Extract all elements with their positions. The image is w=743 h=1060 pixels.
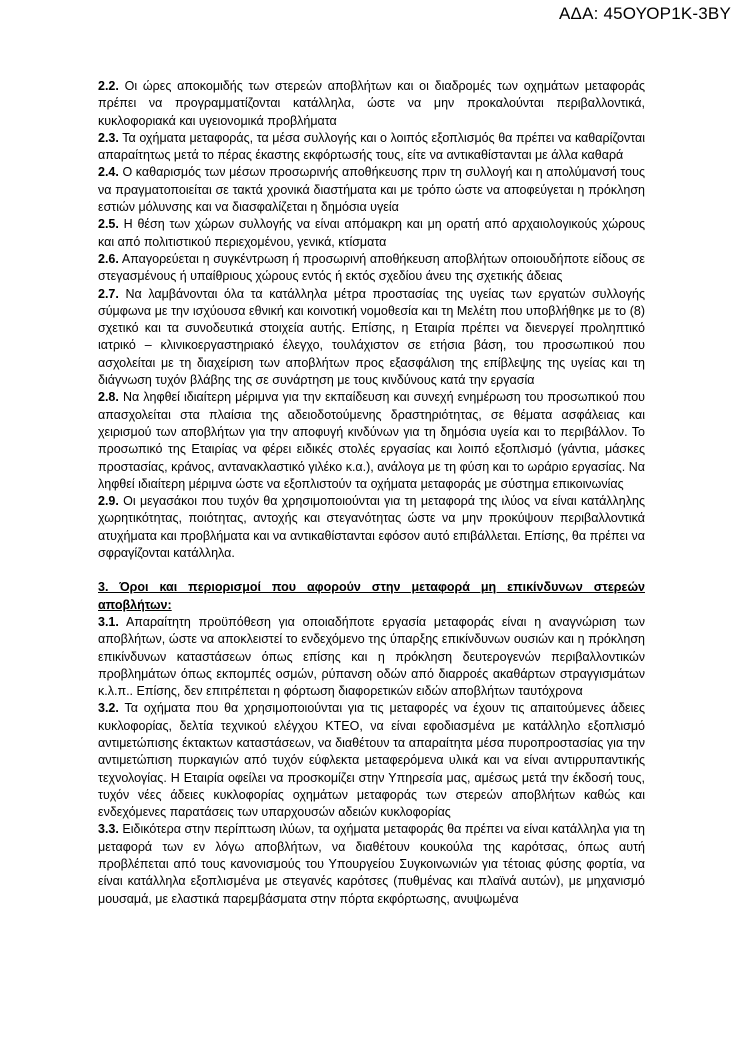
paragraph-text: Να ληφθεί ιδιαίτερη μέριμνα για την εκπαίδευση και συνεχή ενημέρωση του προσωπικού που απασχολείται στα πλαίσια της αδειοδοτούμενης δραστηριότητας, σε θέματα ασφάλειας και χειρισμού των αποβλήτων για την αποφυγή κινδύνων για τη δημόσια υγεία και το περιβάλλον. Το προσωπικό της Εταιρίας να φέρει ειδικές στολές εργασίας και λοιπό εξοπλισμό (γάντια, μάσκες προστασίας, κράνος, αντανακλαστικό γιλέκο κ.α.), ανάλογα με τη φύση και το ωράριο εργασίας. Να ληφθεί ιδιαίτερη μέριμνα ώστε να εξοπλιστούν τα οχήματα μεταφοράς με σύστημα επικοινωνίας bbox=[98, 390, 645, 491]
paragraph-2-3 bbox=[98, 130, 645, 165]
paragraph-number: 2.4. bbox=[98, 165, 119, 180]
paragraph-number: 2.8. bbox=[98, 390, 119, 405]
paragraph-text: Ο καθαρισμός των μέσων προσωρινής αποθήκευσης πριν τη συλλογή και η απολύμανσή τους να πραγματοποιείται σε τακτά χρονικά διαστήματα και με τρόπο ώστε να αποφεύγεται η πρόκληση εστιών μόλυνσης και να διασφαλίζεται η δημόσια υγεία bbox=[98, 165, 645, 215]
paragraph-3-2 bbox=[98, 700, 645, 821]
section-2-paragraphs bbox=[98, 78, 645, 562]
paragraph-text: Ειδικότερα στην περίπτωση ιλύων, τα οχήματα μεταφοράς θα πρέπει να είναι κατάλληλα για τη μεταφορά των εν λόγω αποβλήτων, να διαθέτουν κουκούλα της καρότσας, όπως αυτή προβλέπεται από τους κανονισμούς του Υπουργείου Συγκοινωνιών για τέτοιας φύσης φορτία, να είναι κατάλληλα εξοπλισμένα με στεγανές καρότσες (πυθμένας και πλαϊνά αυτών), με μηχανισμό μουσαμά, με ελαστικά παρεμβάσματα στην πόρτα εκφόρτωσης, ανυψωμένα bbox=[98, 822, 645, 906]
paragraph-number: 2.9. bbox=[98, 494, 119, 509]
paragraph-text: Απαραίτητη προϋπόθεση για οποιαδήποτε εργασία μεταφοράς είναι η αναγνώριση των αποβλήτων, ώστε να αποκλειστεί το ενδεχόμενο της ύπαρξης επικίνδυνων ουσιών και η πρόκληση επικίνδυνων καταστάσεων όπως επίσης και η πρόκληση δευτερογενών περιβαλλοντικών προβλημάτων όπως εκπομπές οσμών, ρύπανση οδών από διαρροές ακαθάρτων στραγγισμάτων κ.λ.π.. Επίσης, δεν επιτρέπεται η φόρτωση διαφορετικών ειδών αποβλήτων ταυτόχρονα bbox=[98, 614, 645, 699]
paragraph-text: Να λαμβάνονται όλα τα κατάλληλα μέτρα προστασίας της υγείας των εργατών συλλογής σύμφωνα με την ισχύουσα εθνική και κοινοτική νομοθεσία και τη Μελέτη που υποβλήθηκε με το (8) σχετικό και τα συνοδευτικά στοιχεία αυτής. Επίσης, η Εταιρία πρέπει να διενεργεί προληπτικό ιατρικό – κλινικοεργαστηριακό έλεγχο, τουλάχιστον σε ετήσια βάση, του προσωπικού που ασχολείται με τη διαχείριση των αποβλήτων προς εξασφάλιση της επίβλεψης της υγείας και τη διάγνωση τυχόν βλάβης της σε συνάρτηση με τους κινδύνους κατά την εργασία bbox=[98, 286, 645, 388]
paragraph-number: 3.3. bbox=[98, 822, 119, 837]
paragraph-number: 2.2. bbox=[98, 79, 119, 93]
section-3-paragraphs bbox=[98, 614, 645, 908]
paragraph-text: Η θέση των χώρων συλλογής να είναι απόμακρη και μη ορατή από αρχαιολογικούς χώρους και από πολιτιστικού περιεχομένου, γενικά, κτίσματα bbox=[98, 217, 645, 249]
paragraph-number: 2.3. bbox=[98, 130, 119, 145]
paragraph-text: Απαγορεύεται η συγκέντρωση ή προσωρινή αποθήκευση αποβλήτων οποιουδήποτε είδους σε στεγασμένους ή υπαίθριους χώρους εντός ή εκτός σχεδίου άνευ της σχετικής άδειας bbox=[98, 251, 645, 284]
paragraph-2-9 bbox=[98, 493, 645, 562]
paragraph-text: Τα οχήματα μεταφοράς, τα μέσα συλλογής και ο λοιπός εξοπλισμός θα πρέπει να καθαρίζονται απαραίτητως μετά το πέρας έκαστης εκφόρτωσής τους, είτε να αντικαθίστανται με άλλα καθαρά bbox=[98, 130, 645, 163]
paragraph-3-3 bbox=[98, 821, 645, 907]
paragraph-number: 2.7. bbox=[98, 286, 119, 301]
paragraph-2-5 bbox=[98, 216, 645, 251]
paragraph-number: 3.1. bbox=[98, 614, 119, 629]
paragraph-text: Οι ώρες αποκομιδής των στερεών αποβλήτων και οι διαδρομές των οχημάτων μεταφοράς πρέπει να προγραμματίζονται κατάλληλα, ώστε να μην προκαλούνται περιβαλλοντικά, κυκλοφοριακά και υγειονομικά προβλήματα bbox=[98, 79, 646, 128]
paragraph-text: Τα οχήματα που θα χρησιμοποιούνται για τις μεταφορές να έχουν τις απαιτούμενες άδειες κυκλοφορίας, δελτία τεχνικού ελέγχου ΚΤΕΟ, να είναι εφοδιασμένα με κατάλληλο εξοπλισμό αντιμετώπισης έκτακτων καταστάσεων, να διαθέτουν τα απαραίτητα μέσα πυροπροστασίας για την αντιμετώπιση πυρκαγιών από τυχόν εύφλεκτα μεταφερόμενα υλικά και να είναι αντιρρυπαντικής τεχνολογίας. Η Εταιρία οφείλει να προσκομίζει στην Υπηρεσία μας, αμέσως μετά την έκδοσή τους, τυχόν νέες άδειες κυκλοφορίας οχημάτων μεταφοράς των στερεών αποβλήτων καθώς και ενδεχόμενες παρατάσεις των υπαρχουσών αδειών κυκλοφορίας bbox=[98, 701, 646, 820]
paragraph-text: Οι μεγασάκοι που τυχόν θα χρησιμοποιούνται για τη μεταφορά της ιλύος να είναι κατάλληλης χωρητικότητας, ποιότητας, αντοχής και στεγανότητας ώστε να μην προκύψουν περιβαλλοντικά ατυχήματα και προβλήματα και να αντικαθίστανται εφόσον αυτό επιβάλλεται. Επίσης, θα πρέπει να σφραγίζονται κατάλληλα. bbox=[98, 494, 645, 561]
section-3-heading: 3. Όροι και περιορισμοί που αφορούν στην μεταφορά μη επικίνδυνων στερεών αποβλήτων: bbox=[98, 580, 645, 612]
document-body bbox=[98, 78, 645, 908]
paragraph-number: 2.6. bbox=[98, 251, 119, 266]
paragraph-number: 3.2. bbox=[98, 701, 119, 716]
paragraph-2-6 bbox=[98, 251, 645, 286]
paragraph-3-1 bbox=[98, 614, 645, 700]
paragraph-2-7 bbox=[98, 286, 645, 390]
spacer bbox=[98, 562, 645, 579]
paragraph-number: 2.5. bbox=[98, 217, 119, 232]
ada-code: ΑΔΑ: 45ΟΥΟΡ1Κ-3ΒΥ bbox=[559, 4, 731, 23]
paragraph-2-8 bbox=[98, 389, 645, 493]
paragraph-2-4 bbox=[98, 164, 645, 216]
paragraph-2-2 bbox=[98, 78, 645, 130]
